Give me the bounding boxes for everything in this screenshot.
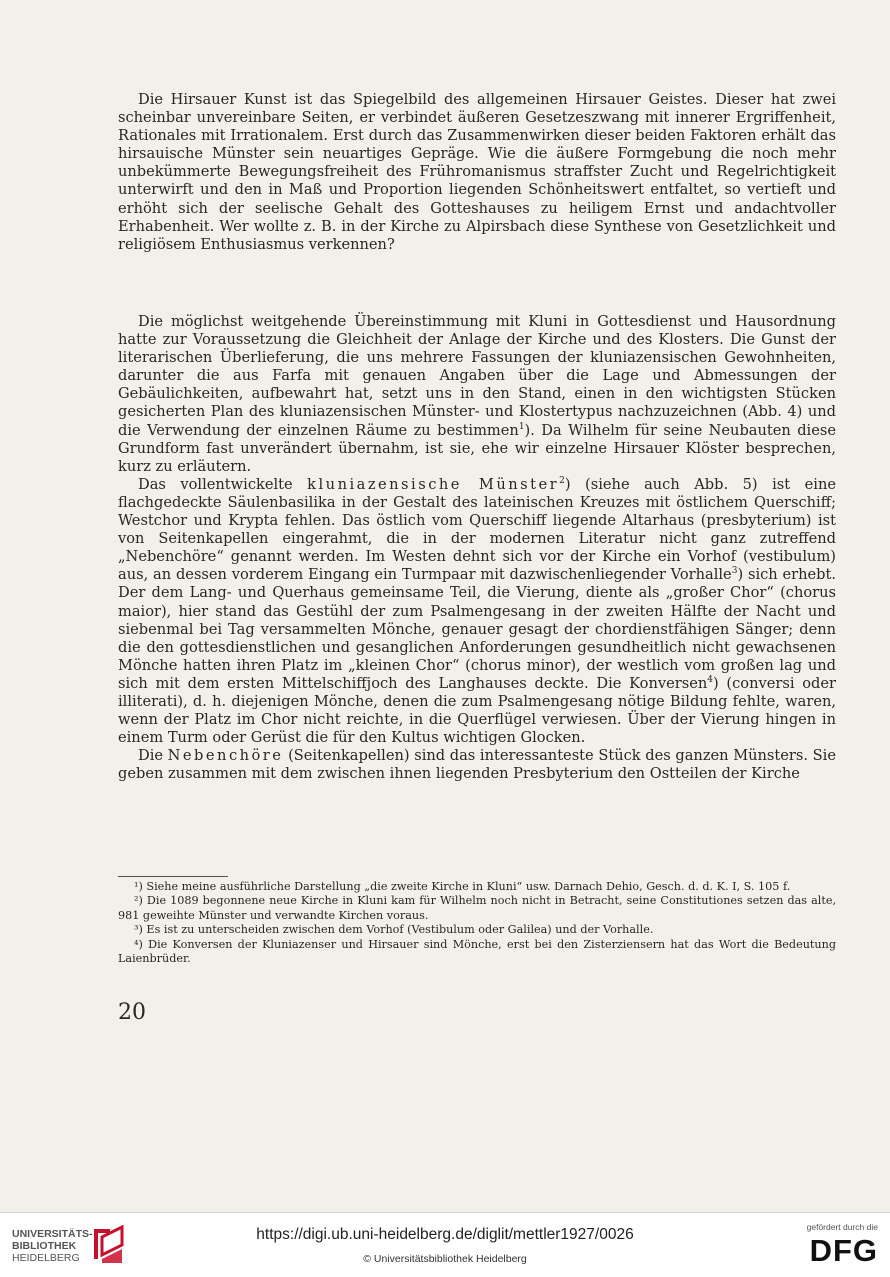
dfg-logo[interactable]: DFG bbox=[809, 1233, 878, 1268]
footnote-ref-3[interactable]: 3 bbox=[731, 566, 738, 577]
viewer-footer bbox=[0, 1212, 890, 1277]
paragraph-kluni-plan bbox=[118, 313, 836, 783]
library-logo-text[interactable]: UNIVERSITÄTS- BIBLIOTHEK HEIDELBERG bbox=[12, 1228, 93, 1264]
paragraph-text: Die Hirsauer Kunst ist das Spiegelbild des allgemeinen Hirsauer Geistes. Dieser hat zwei scheinbar unvereinbare Seiten, er verbindet äußeren Gesetzeszwang mit innerer Ergriffenheit, Rationales mit Irrationalem. Erst durch das Zusammenwirken dieser beiden Faktoren erhält das hirsauische Münster sein neuartiges Gepräge. Wie die äußere Formgebung die noch mehr unbekümmerte Bewegungsfreiheit des Frühromanismus straffster Zucht und Regelrichtigkeit unterwirft und den in Maß und Proportion liegenden Schönheitswert entfaltet, so vertieft und erhöht sich der seelische Gehalt des Gotteshauses zu heiligem Ernst und andachtvoller Erhabenheit. Wer wollte z. B. in der Kirche zu Alpirsbach diese Synthese von Gesetzlichkeit und religiösem Enthusiasmus verkennen? bbox=[118, 91, 836, 253]
copyright-notice: © Universitätsbibliothek Heidelberg bbox=[363, 1253, 527, 1265]
paragraph-text: Die möglichst weitgehende Übereinstimmung mit Kluni in Gottesdienst und Hausordnung hatte zur Voraussetzung die Gleichheit der Anlage der Kirche und des Klosters. Die Gunst der literarischen Überlieferung, die uns mehrere Fassungen der kluniazensischen Gewohnheiten, darunter die aus Farfa mit genauen Angaben über die Lage und Abmessungen der Gebäulichkeiten, aufbewahrt hat, setzt uns in den Stand, einen in den wichtigsten Stücken gesicherten Plan des kluniazensischen Münster- und Klostertypus nachzuzeichnen (Abb. 4) und die Verwendung der einzelnen Räume zu bestimmen$^1$). Da Wilhelm für seine Neubauten diese Grundform fast unverändert übernahm, ist sie, ehe wir einzelne Hirsauer Klöster besprechen, kurz zu erläutern. bbox=[118, 313, 836, 475]
footnote-ref-4[interactable]: 4 bbox=[707, 675, 713, 686]
spaced-term: Nebenchöre bbox=[167, 747, 284, 765]
footnote-ref-1[interactable]: 1 bbox=[518, 421, 525, 432]
footnote: ⁴) Die Konversen der Kluniazenser und Hirsauer sind Mönche, erst bei den Zisterziensern hat das Wort die Bedeutung Laienbrüder. bbox=[118, 937, 836, 966]
funder-label: gefördert durch die bbox=[806, 1222, 878, 1232]
footnote-divider bbox=[118, 876, 228, 877]
paragraph-text: Die Nebenchöre (Seitenkapellen) sind das interessanteste Stück des ganzen Münsters. Sie geben zusammen mit dem zwischen ihnen liegenden Presbyterium den Ostteilen der Kirche bbox=[118, 747, 836, 783]
paragraph-text: Das vollentwickelte kluniazensische Münster$^2$) (siehe auch Abb. 5) ist eine flachgedeckte Säulenbasilika in der Gestalt des lateinischen Kreuzes mit östlichem Querschiff; Westchor und Krypta fehlen. Das östlich vom Querschiff liegende Altarhaus (presbyterium) ist von Seitenkapellen eingerahmt, die in der modernen Literatur nicht ganz zutreffend „Nebenchöre“ genannt werden. Im Westen dehnt sich vor der Kirche ein Vorhof (vestibulum) aus, an dessen vorderem Eingang ein Turmpaar mit dazwischenliegender Vorhalle$^3$) sich erhebt. Der dem Lang- und Querhaus gemeinsame Teil, die Vierung, diente als „großer Chor“ (chorus maior), hier stand das Gestühl der zum Psalmengesang in der zweiten Hälfte der Nacht und siebenmal bei Tag versammelten Mönche, genauer gesagt der chordienstfähigen Sänger; denn die den gottesdienstlichen und gesanglichen Anforderungen gesundheitlich nicht gewachsenen Mönche hatten ihren Platz im „kleinen Chor“ (chorus minor), der westlich vom großen lag und sich mit dem ersten Mittelschiffjoch des Langhauses deckte. Die Konversen$^4$) (conversi oder illiterati), d. h. diejenigen Mönche, denen die zum Psalmengesang nötige Bildung fehlte, waren, wenn der Platz im Chor nicht reichte, in die Querflügel verwiesen. Über der Vierung hingen in einem Turm oder Gerüst die für den Kultus wichtigen Glocken. bbox=[118, 475, 836, 747]
paragraph-hirsau-art bbox=[118, 91, 836, 254]
footnotes bbox=[118, 880, 836, 966]
page-number: 20 bbox=[118, 1000, 146, 1025]
footnote: ²) Die 1089 begonnene neue Kirche in Kluni kam für Wilhelm noch nicht in Betracht, seine Constitutiones setzen das alte, 981 geweihte Münster und verwandte Kirchen voraus. bbox=[118, 894, 836, 922]
footnote: ³) Es ist zu unterscheiden zwischen dem Vorhof (Vestibulum oder Galilea) und der Vorhalle. bbox=[134, 923, 654, 937]
permalink-url[interactable]: https://digi.ub.uni-heidelberg.de/diglit/mettler1927/0026 bbox=[256, 1226, 634, 1243]
footnote-ref-2[interactable]: 2 bbox=[559, 475, 565, 486]
spaced-term: kluniazensische Münster bbox=[307, 475, 560, 493]
footnote: ¹) Siehe meine ausführliche Darstellung „die zweite Kirche in Kluni“ usw. Darnach Dehio, Gesch. d. d. K. I, S. 105 f. bbox=[134, 880, 791, 893]
